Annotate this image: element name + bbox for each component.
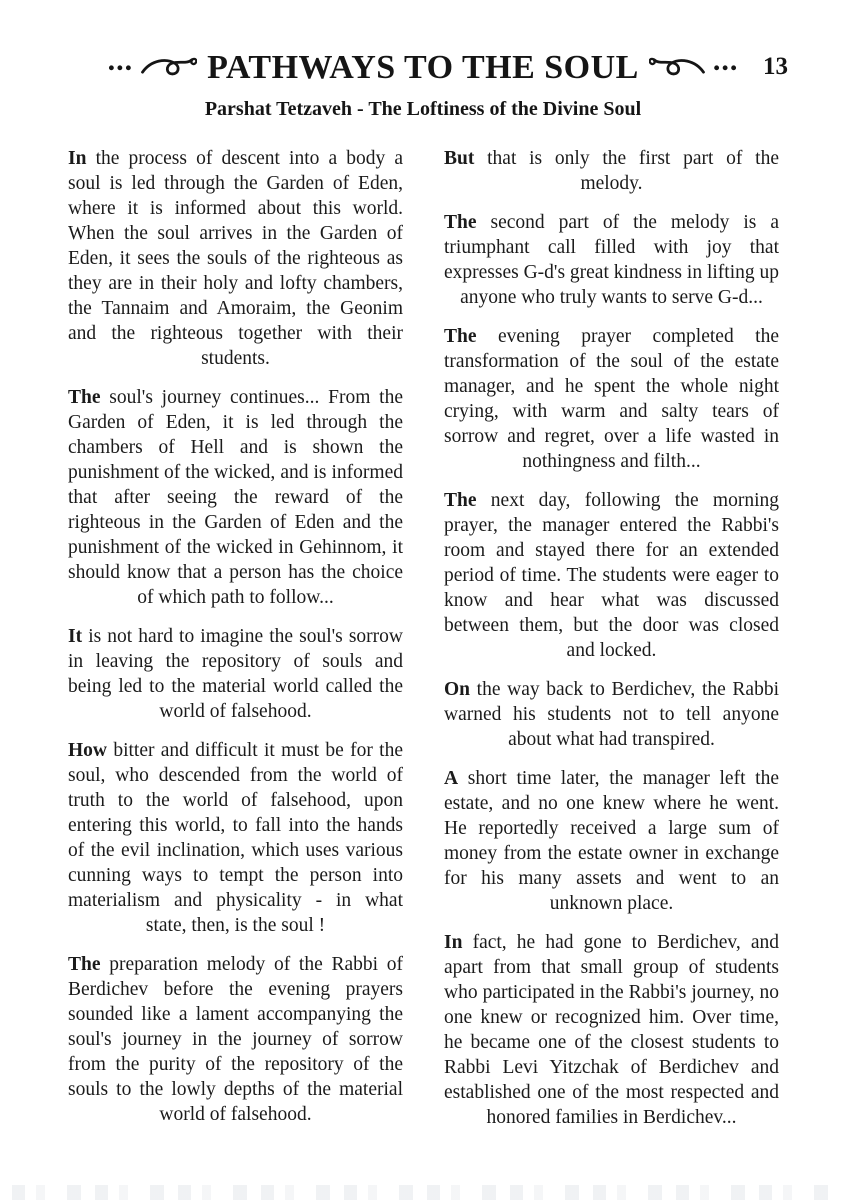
- two-column-body: [0, 146, 846, 1144]
- paragraph: [444, 488, 779, 663]
- lead-word: In: [68, 148, 87, 169]
- paragraph: [68, 146, 403, 371]
- lead-word: But: [444, 148, 475, 169]
- page-subtitle: Parshat Tetzaveh - The Loftiness of the Divine Soul: [204, 98, 642, 120]
- left-column: [68, 146, 403, 1144]
- page-title: PATHWAYS TO THE SOUL: [207, 49, 639, 86]
- ornament-dots-right: ...: [712, 44, 739, 77]
- right-column: [444, 146, 779, 1144]
- paragraph-text: is not hard to imagine the soul's sorrow in leaving the repository of souls and being led to the material world called the world of falsehood.: [68, 626, 403, 722]
- lead-word: The: [444, 212, 477, 233]
- paragraph-text: next day, following the morning prayer, the manager entered the Rabbi's room and stayed there for an extended period of time. The students were eager to know and hear what was discussed between them, but the door was closed and locked.: [444, 490, 779, 661]
- lead-word: The: [68, 387, 101, 408]
- flourish-right-icon: [649, 52, 707, 85]
- lead-word: The: [68, 954, 101, 975]
- lead-word: The: [444, 326, 477, 347]
- title-row: [107, 44, 739, 87]
- paragraph-text: short time later, the manager left the estate, and no one knew where he went. He reportedly received a large sum of money from the estate owner in exchange for his many assets and went to an unknown place.: [444, 768, 780, 914]
- paragraph-text: preparation melody of the Rabbi of Berdichev before the evening prayers sounded like a lament accompanying the soul's journey in the journey of sorrow from the purity of the repository of the souls to the lowly depths of the material world of falsehood.: [68, 954, 403, 1125]
- lead-word: The: [444, 490, 477, 511]
- paragraph: [444, 930, 779, 1130]
- lead-word: A: [444, 768, 459, 789]
- lead-word: In: [444, 932, 463, 953]
- lead-word: How: [68, 740, 107, 761]
- paragraph: [444, 324, 779, 474]
- paragraph-text: fact, he had gone to Berdichev, and apart from that small group of students who participated in the Rabbi's journey, no one knew or recognized him. Over time, he became one of the closest students to Rabbi Levi Yitzchak of Berdichev and established one of the most respected and honored families in Berdichev...: [444, 932, 779, 1128]
- paragraph: [444, 210, 779, 310]
- paragraph-text: soul's journey continues... From the Garden of Eden, it is led through the chambers of Hell and is shown the punishment of the wicked, and is informed that after seeing the reward of the righteous in the Garden of Eden and the punishment of the wicked in Gehinnom, it should know that a person has the choice of which path to follow...: [68, 387, 403, 608]
- paragraph-text: the way back to Berdichev, the Rabbi warned his students not to tell anyone about what had transpired.: [444, 679, 780, 750]
- paragraph: [444, 677, 779, 752]
- next-page-cutoff-text: [12, 1185, 834, 1200]
- paragraph-text: bitter and difficult it must be for the soul, who descended from the world of truth to the world of falsehood, upon entering this world, to fall into the hands of the evil inclination, which uses various cunning ways to tempt the person into materialism and physicality - in what state, then, is the soul !: [68, 740, 403, 936]
- page-number: 13: [763, 52, 788, 80]
- paragraph: [444, 766, 779, 916]
- lead-word: On: [444, 679, 471, 700]
- paragraph: [68, 738, 403, 938]
- paragraph: [68, 624, 403, 724]
- paragraph: [68, 952, 403, 1127]
- flourish-left-icon: [139, 52, 197, 85]
- paragraph-text: evening prayer completed the transformation of the soul of the estate manager, and he spent the whole night crying, with warm and salty tears of sorrow and regret, over a life wasted in nothingness and filth...: [444, 326, 779, 472]
- paragraph: [68, 385, 403, 610]
- ornament-dots-left: ...: [107, 44, 134, 77]
- page-header: [0, 46, 846, 90]
- paragraph-text: that is only the first part of the melody.: [487, 148, 779, 194]
- lead-word: It: [68, 626, 83, 647]
- paragraph: [444, 146, 779, 196]
- paragraph-text: second part of the melody is a triumphant call filled with joy that expresses G-d's great kindness in lifting up anyone who truly wants to serve G-d...: [444, 212, 780, 308]
- paragraph-text: the process of descent into a body a soul is led through the Garden of Eden, where it is informed about this world. When the soul arrives in the Garden of Eden, it sees the souls of the righteous as they are in their holy and lofty chambers, the Tannaim and Amoraim, the Geonim and the righteous together with their students.: [68, 148, 404, 369]
